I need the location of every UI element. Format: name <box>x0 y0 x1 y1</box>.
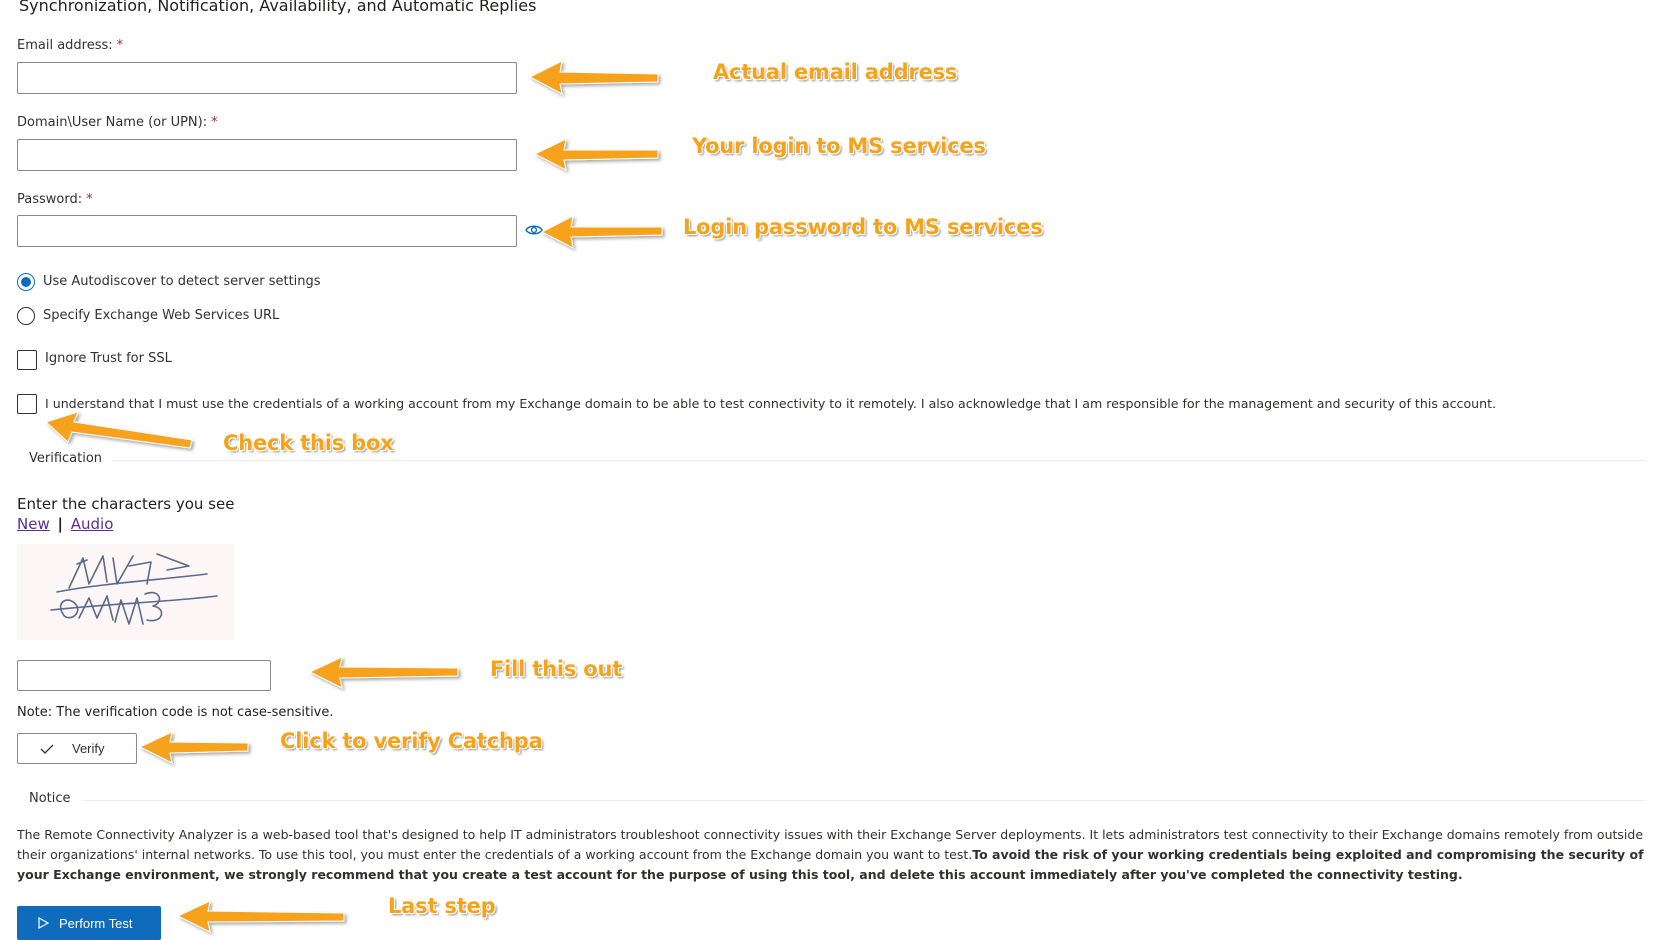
captcha-prompt: Enter the characters you see <box>17 495 235 513</box>
arrow-to-password-icon <box>542 216 662 248</box>
annotation-verify: Click to verify Catchpa <box>280 729 543 753</box>
arrow-to-checkbox-icon <box>46 412 192 448</box>
captcha-note: Note: The verification code is not case-sensitive. <box>17 705 334 720</box>
link-separator: | <box>57 515 63 533</box>
annotation-perform: Last step <box>388 894 496 918</box>
verification-section-label: Verification <box>29 451 103 466</box>
perform-test-label: Perform Test <box>59 915 133 931</box>
password-label-text: Password: <box>17 192 83 207</box>
new-captcha-link[interactable]: New <box>17 515 50 533</box>
notice-section-label: Notice <box>29 791 71 806</box>
section-title: Synchronization, Notification, Availability, and Automatic Replies <box>19 0 537 15</box>
ignore-ssl-label: Ignore Trust for SSL <box>45 351 172 366</box>
annotation-email: Actual email address <box>713 60 958 84</box>
required-mark: * <box>211 115 218 130</box>
arrow-to-username-icon <box>535 139 658 170</box>
email-label-text: Email address: <box>17 38 113 53</box>
acknowledge-label: I understand that I must use the credentials of a working account from my Exchange domain to be able to test connectivity to it remotely. I also acknowledge that I am responsible for the management and security of this account. <box>45 396 1497 411</box>
arrow-to-captcha-icon <box>310 657 458 688</box>
notice-text-bold: To avoid the risk of your working credentials being exploited and compromising the security of your Exchange environment, we strongly recommend that you create a test account for the purpose of using this tool, and delete this account immediately after you've completed the connectivity testing. <box>17 847 1644 882</box>
notice-text-regular: The Remote Connectivity Analyzer is a web-based tool that's designed to help IT administrators troubleshoot connectivity issues with their Exchange Server deployments. It lets administrators test connectivity to their Exchange domains remotely from outside their organizations' internal networks. To use this tool, you must enter the credentials of a working account from the Exchange domain you want to test. <box>17 827 1644 862</box>
required-mark: * <box>116 38 124 53</box>
ews-url-label: Specify Exchange Web Services URL <box>43 308 280 323</box>
audio-captcha-link[interactable]: Audio <box>70 515 114 533</box>
arrow-to-email-icon <box>530 61 658 94</box>
annotation-password: Login password to MS services <box>683 215 1043 239</box>
annotation-captcha: Fill this out <box>490 657 623 681</box>
annotation-checkbox: Check this box <box>223 431 394 455</box>
arrow-to-verify-icon <box>140 732 248 763</box>
verify-button-label: Verify <box>72 741 105 756</box>
annotation-username: Your login to MS services <box>692 134 986 158</box>
required-mark: * <box>86 192 93 207</box>
autodiscover-label: Use Autodiscover to detect server settings <box>43 274 321 289</box>
arrow-to-perform-icon <box>178 901 344 932</box>
username-label-text: Domain\User Name (or UPN): <box>17 115 208 130</box>
